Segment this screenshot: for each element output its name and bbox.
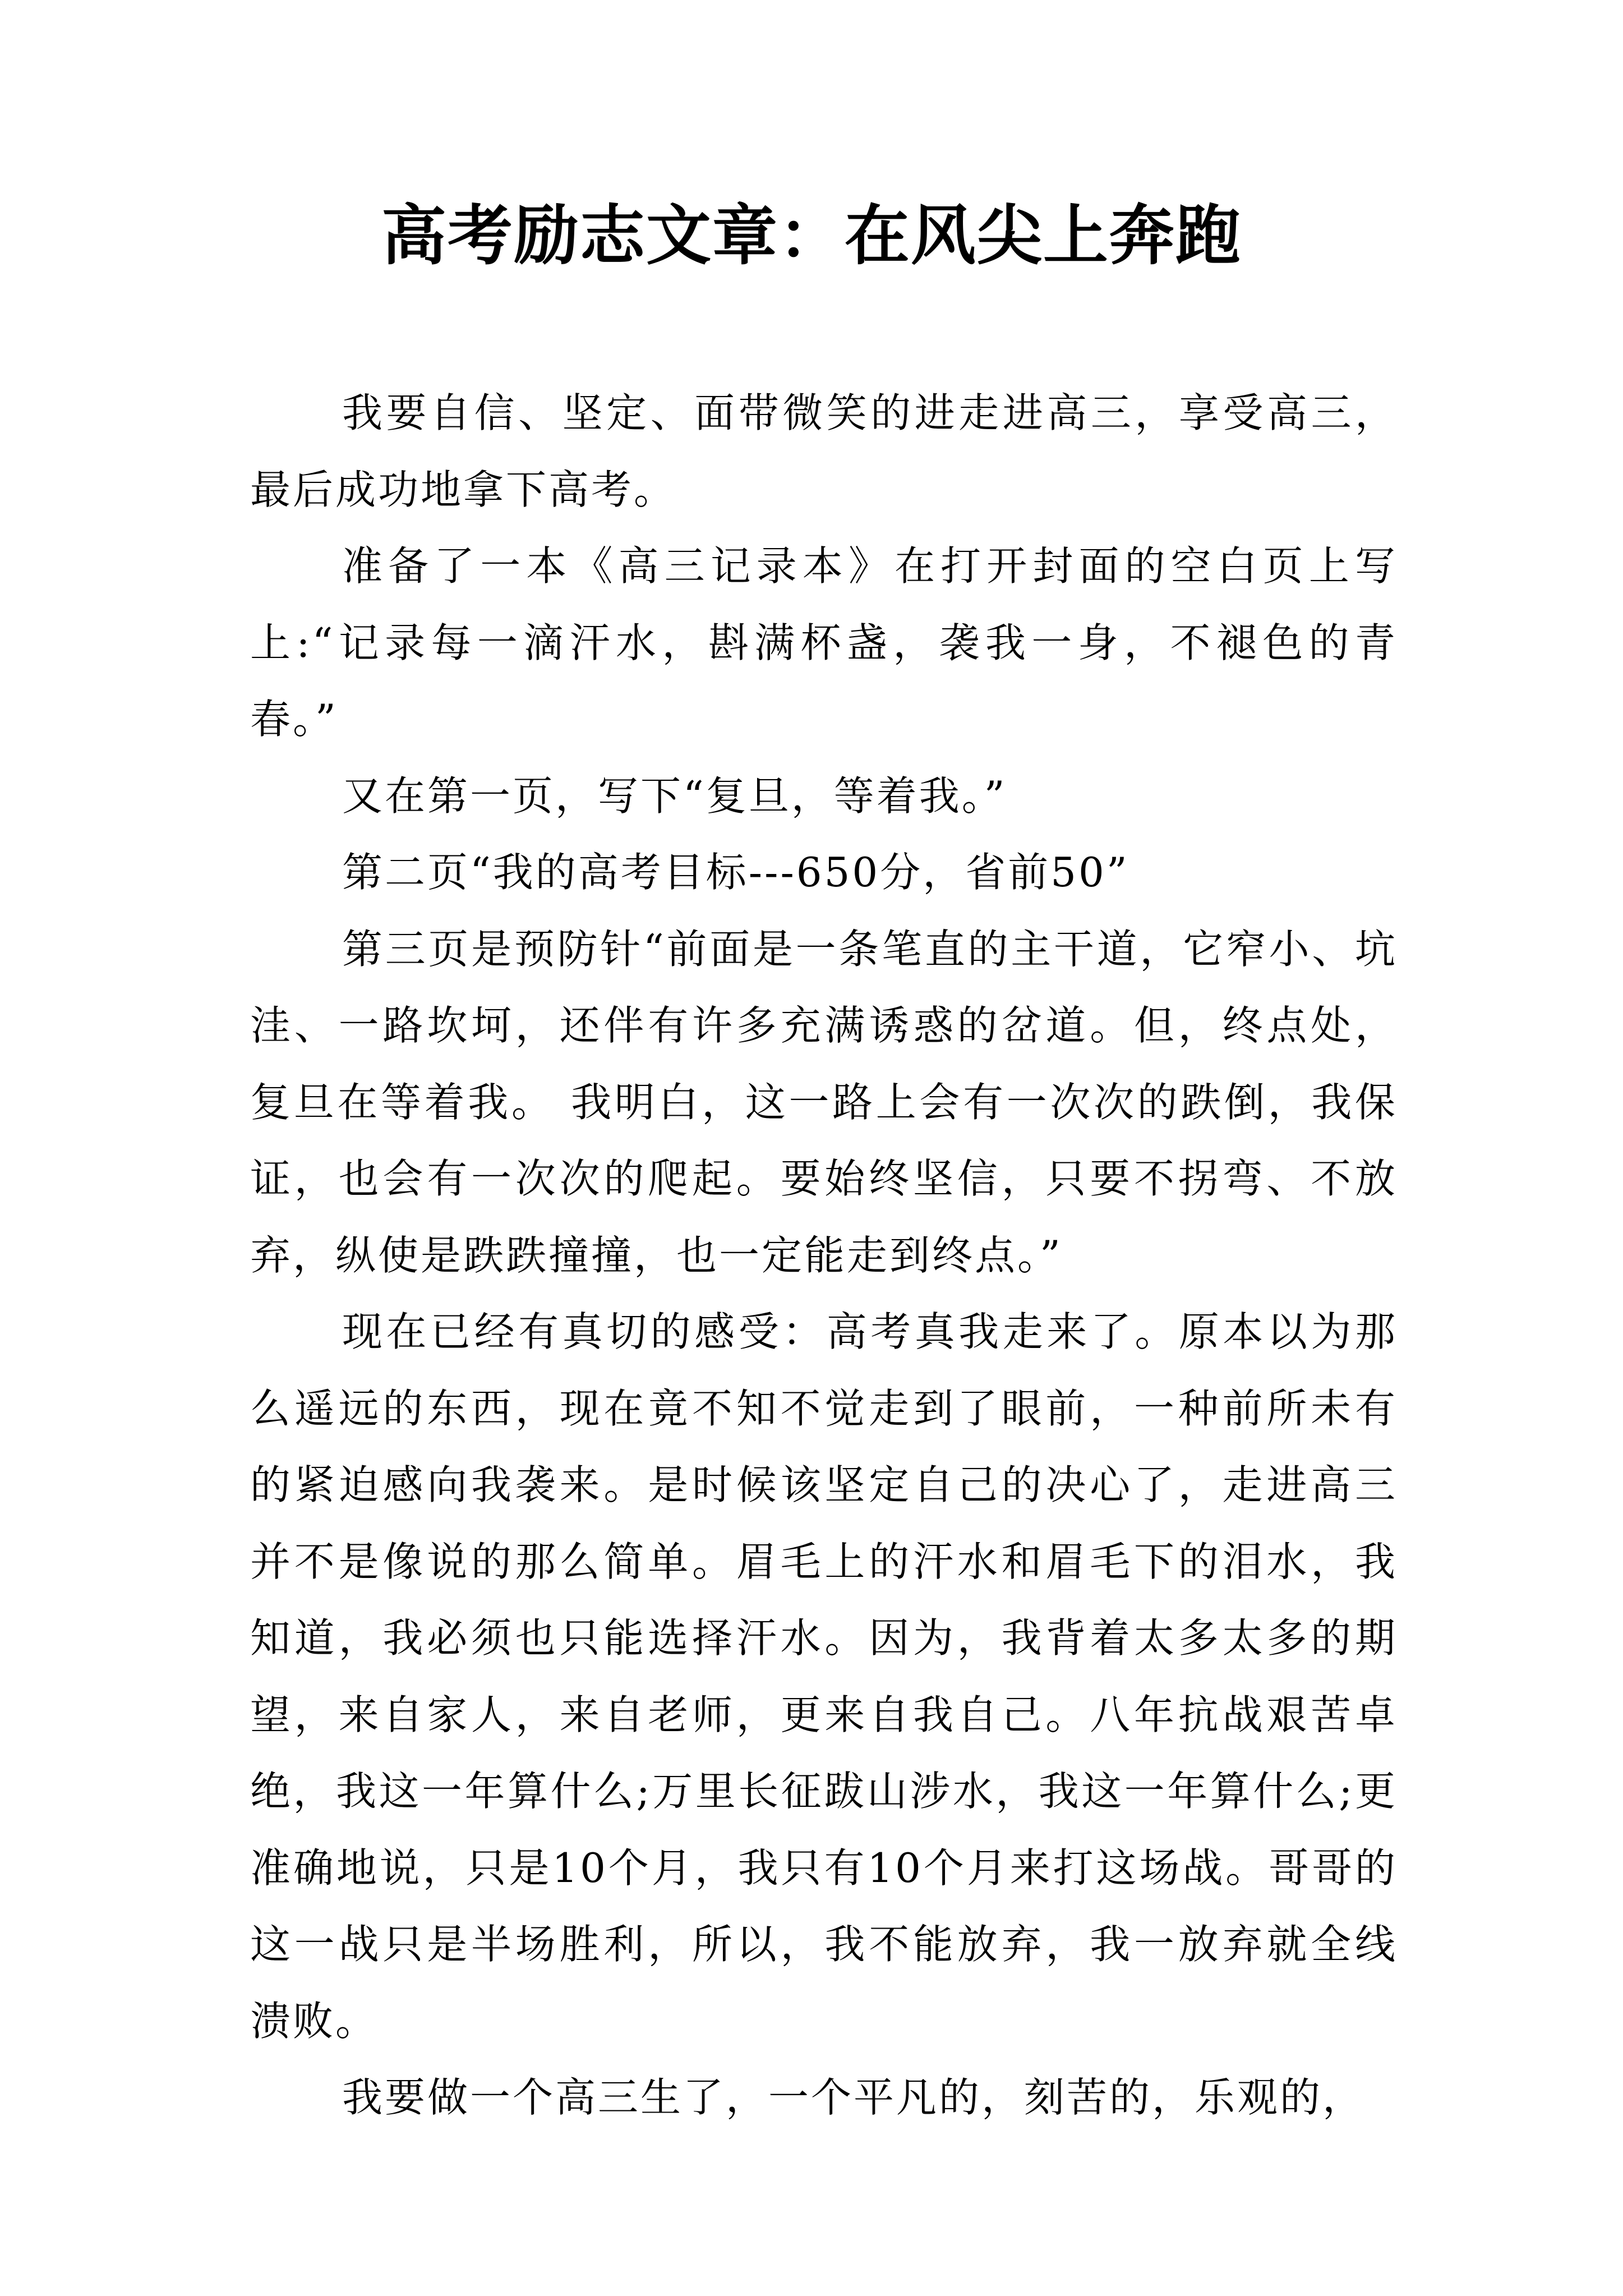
paragraph-1: 我要自信、坚定、面带微笑的进走进高三，享受高三，最后成功地拿下高考。 — [250, 389, 1398, 513]
paragraph-3: 又在第一页，写下“复旦，等着我。” — [342, 772, 1007, 820]
paragraph-5: 第三页是预防针“前面是一条笔直的主干道，它窄小、坑洼、一路坎坷，还伴有许多充满诱惑的岔道。但，终点处，复旦在等着我。 我明白，这一路上会有一次次的跌倒，我保证，也会有一次次的爬起。要始终坚信，只要不拐弯、不放弃，纵使是跌跌撞撞，也一定能走到终点。” — [250, 925, 1398, 1279]
paragraph-6: 现在已经有真切的感受：高考真我走来了。原本以为那么遥远的东西，现在竟不知不觉走到了眼前，一种前所未有的紧迫感向我袭来。是时候该坚定自己的决心了，走进高三并不是像说的那么简单。眉毛上的汗水和眉毛下的泪水，我知道，我必须也只能选择汗水。因为，我背着太多太多的期望，来自家人，来自老师，更来自我自己。八年抗战艰苦卓绝，我这一年算什么;万里长征跋山涉水，我这一年算什么;更准确地说，只是10个月，我只有10个月来打这场战。哥哥的这一战只是半场胜利，所以，我不能放弃，我一放弃就全线溃败。 — [250, 1308, 1398, 2045]
paragraph-2: 准备了一本《高三记录本》在打开封面的空白页上写上:“记录每一滴汗水，斟满杯盏，袭我一身，不褪色的青春。” — [250, 542, 1398, 743]
paragraph-4: 第二页“我的高考目标---650分，省前50” — [342, 849, 1129, 896]
document-body — [250, 375, 1398, 2136]
paragraph-7: 我要做一个高三生了，一个平凡的，刻苦的，乐观的， — [342, 2074, 1366, 2121]
document-title: 高考励志文章：在风尖上奔跑 — [381, 197, 1242, 274]
